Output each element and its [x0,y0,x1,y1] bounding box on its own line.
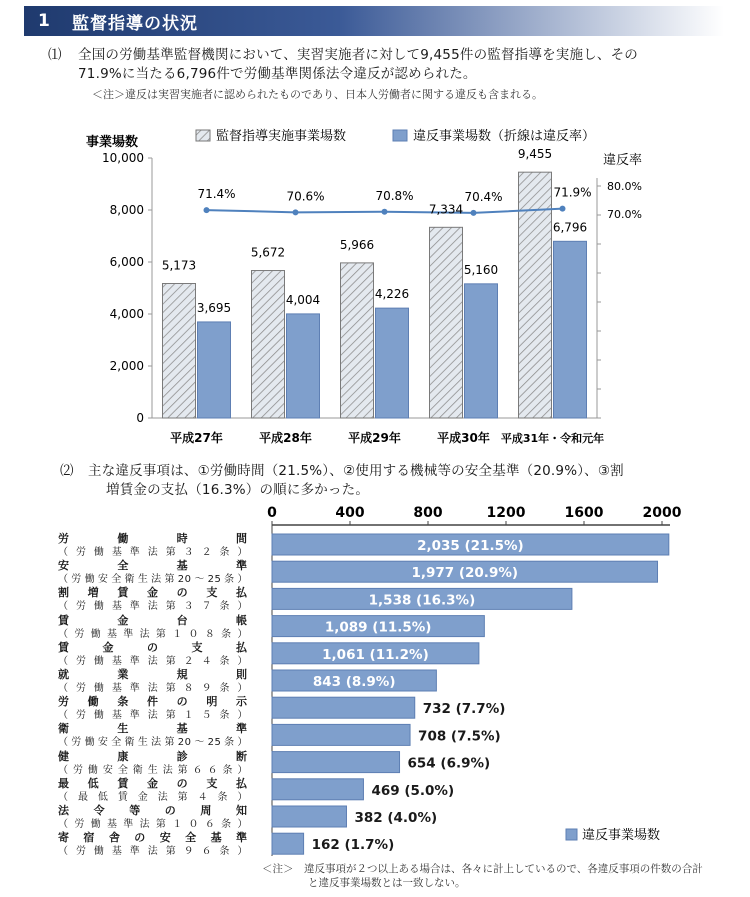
inspection-chart [0,110,750,455]
category-law: （労働基準法第３２条） [58,547,248,558]
rate-point [382,209,388,215]
bar-inspections [430,227,463,418]
bar-violations [198,322,231,418]
violation-data-label: 469 (5.0%) [371,782,455,799]
violation-bar [272,806,346,827]
category-law: （労働安全衛生法第20～25条） [58,574,248,586]
x-tick-label: 1200 [486,505,526,521]
category-law: （労働基準法第３７条） [58,601,248,613]
category-law: （労働基準法第１０８条） [58,628,248,640]
bar-violations [554,241,587,418]
category-law: （労働基準法第１０６条） [58,819,248,830]
paragraph-2-line-2: 増賃金の支払（16.3%）の順に多かった。 [106,482,370,498]
category-law: （労働基準法第９６条） [58,846,248,858]
category-label: 就業規則 [58,668,248,681]
category-label: 労働時間 [58,532,248,545]
violation-data-label: 1,061 (11.2%) [322,646,429,663]
legend-swatch-violations [393,130,407,141]
category-label: 賃金の支払 [58,640,248,654]
section-number: 1 [38,11,50,31]
violation-data-label: 843 (8.9%) [312,674,396,690]
paragraph-2-note [262,862,703,890]
violation-chart [0,500,750,862]
x-tick-label: 400 [335,505,365,521]
violation-data-label: 654 (6.9%) [407,755,491,772]
violation-bar [272,752,400,773]
legend-label-violations: 違反事業場数（折線は違反率） [413,129,596,144]
violation-data-label: 162 (1.7%) [311,837,395,854]
legend-label-inspections: 監督指導実施事業場数 [216,129,347,144]
violation-data-label: 1,538 (16.3%) [368,592,476,609]
y-tick-label: 8,000 [109,203,144,217]
bar-inspections [341,263,374,418]
data-label-violations: 3,695 [196,300,232,315]
category-law: （労働基準法第１５条） [58,710,248,722]
category-label: 最低賃金の支払 [58,776,248,790]
category-label: 法令等の周知 [58,804,248,817]
legend-swatch-inspections [196,130,210,141]
category-law: （労働基準法第２４条） [58,655,248,667]
rate-point [560,206,566,212]
category-label: 安全基準 [58,559,248,573]
category-label: 割増賃金の支払 [58,586,248,600]
bar-inspections [252,271,285,418]
data-label-inspections: 5,672 [250,245,286,260]
y2-tick-label: 80.0% [607,180,642,193]
data-label-violations: 4,004 [285,292,321,307]
violation-data-label: 1,089 (11.5%) [324,619,432,636]
rate-label: 71.4% [197,187,236,202]
rate-label: 71.9% [553,185,592,200]
bar-violations [465,284,498,418]
data-label-violations: 4,226 [374,287,410,302]
y-tick-label: 0 [136,411,144,425]
paragraph-2-number: ⑵ [60,463,74,479]
data-label-inspections: 9,455 [517,147,553,162]
violation-data-label: 382 (4.0%) [354,810,438,826]
category-label: 賃金台帳 [58,613,248,627]
data-label-inspections: 5,966 [339,237,375,252]
paragraph-1-line-1: 全国の労働基準監督機関において、実習実施者に対して9,455件の監督指導を実施し、その [78,47,638,63]
y2-tick-label: 70.0% [607,208,642,221]
data-label-violations: 5,160 [463,262,499,277]
section-header [24,6,724,36]
rate-label: 70.4% [464,189,503,204]
bar-inspections [163,284,196,418]
y-tick-label: 2,000 [109,359,144,373]
x-tick-label: 800 [413,505,443,521]
y-tick-label: 4,000 [109,307,144,321]
rate-label: 70.8% [375,188,414,203]
data-label-inspections: 7,334 [428,202,464,217]
violation-data-label: 708 (7.5%) [418,728,501,745]
rate-point [204,207,210,213]
x-tick-label: 平成31年・令和元年 [500,432,605,445]
category-label: 寄宿舎の安全基準 [58,831,248,845]
violation-data-label: 732 (7.7%) [422,701,506,718]
violation-bar [272,697,415,718]
rate-point [293,209,299,215]
data-label-inspections: 5,173 [161,258,197,273]
y2-axis-title: 違反率 [603,153,643,168]
paragraph-2-note-line-2: と違反事業場数とは一致しない。 [308,877,466,889]
violation-bar [272,779,363,800]
paragraph-1-note: ＜注＞違反は実習実施者に認められたものであり、日本人労働者に関する違反も含まれる。 [92,88,543,101]
category-law: （労働安全衛生法第６６条） [58,764,248,776]
x-tick-label: 0 [267,505,277,521]
legend-swatch-violations [566,829,577,840]
legend-label-violations: 違反事業場数 [582,828,661,843]
paragraph-2-note-line-1: ＜注＞ 違反事項が２つ以上ある場合は、各々に計上しているので、各違反事項の件数の合計 [262,863,703,875]
x-tick-label: 1600 [564,505,604,521]
y-tick-label: 10,000 [102,151,144,165]
section-title: 監督指導の状況 [72,13,198,34]
paragraph-1-line-2: 71.9%に当たる6,796件で労働基準関係法令違反が認められた。 [78,66,477,82]
violation-bar [272,724,410,745]
rate-label: 70.6% [286,189,325,204]
x-tick-label: 2000 [642,505,682,521]
y-axis-title: 事業場数 [86,135,139,150]
category-label: 健康診断 [58,749,248,763]
x-tick-label: 平成29年 [348,431,401,445]
violation-data-label: 2,035 (21.5%) [417,538,524,554]
violation-data-label: 1,977 (20.9%) [411,565,519,582]
category-label: 労働条件の明示 [58,695,248,709]
y-tick-label: 6,000 [109,255,144,269]
rate-point [471,210,477,216]
category-law: （最低賃金法第４条） [58,791,248,803]
category-law: （労働安全衛生法第20～25条） [58,737,248,749]
bar-violations [287,314,320,418]
paragraph-2-line-1: 主な違反事項は、①労働時間（21.5%）、②使用する機械等の安全基準（20.9%）、③割 [88,463,624,479]
category-label: 衛生基準 [58,722,248,736]
x-tick-label: 平成28年 [259,431,312,445]
x-tick-label: 平成30年 [437,431,490,445]
paragraph-1-number: ⑴ [48,47,62,63]
data-label-violations: 6,796 [552,220,588,235]
violation-bar [272,833,304,854]
category-law: （労働基準法第８９条） [58,683,248,694]
bar-violations [376,308,409,418]
x-tick-label: 平成27年 [170,431,223,445]
